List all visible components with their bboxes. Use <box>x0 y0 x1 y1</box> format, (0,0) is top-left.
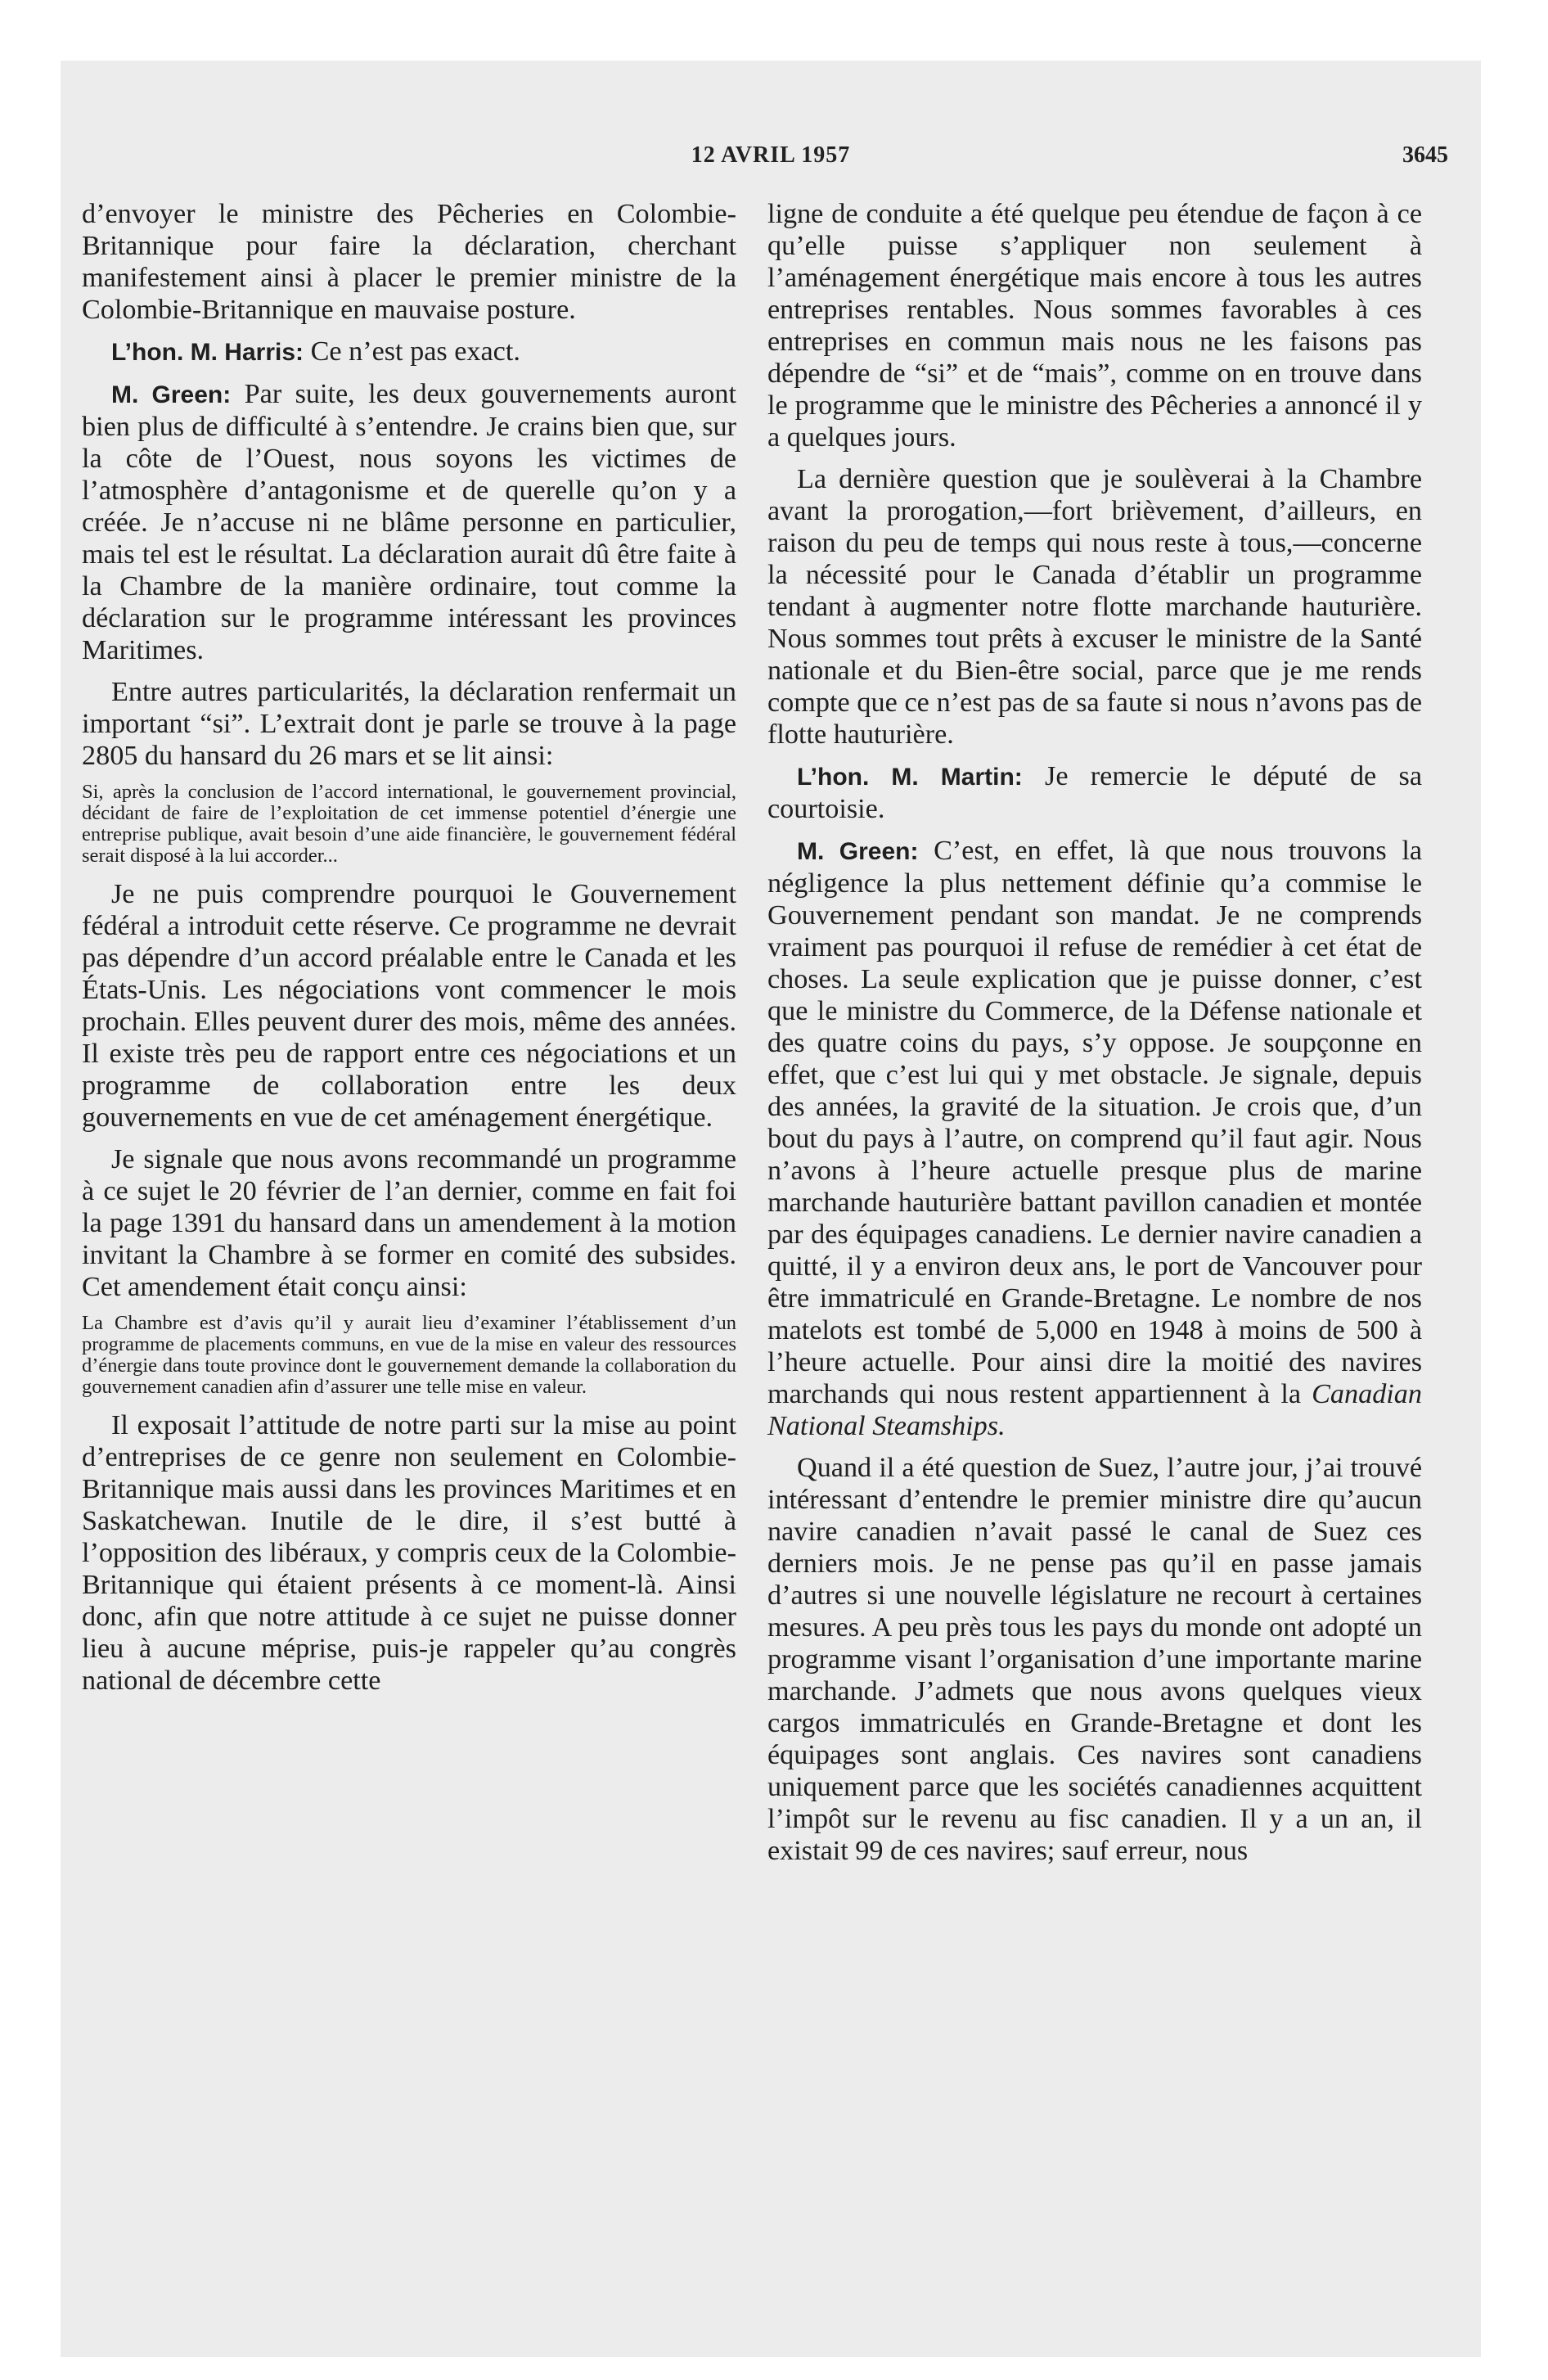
speech-text: C’est, en effet, là que nous trouvons la négligence la plus nettement définie qu’a commise le Gouvernement pendant son mandat. Je ne comprends vraiment pas pourquoi il refuse de remédier à cet état de choses. La seule explication que je puisse donner, c’est que le ministre du Commerce, de la Défense nationale et des quatre coins du pays, s’y oppose. Je soupçonne en effet, que c’est lui qui y met obstacle. Je signale, depuis des années, la gravité de la situation. Je crois que, d’un bout du pays à l’autre, on comprend qu’il faut agir. Nous n’avons à l’heure actuelle presque plus de marine marchande hauturière battant pavillon canadien et montée par des équipages canadiens. Le dernier navire canadien a quitté, il y a environ deux ans, le port de Vancouver pour être immatriculé en Grande-Bretagne. Le nombre de nos matelots est tombé de 5,000 en 1948 à moins de 500 à l’heure actuelle. Pour ainsi dire la moitié des navires marchands qui nous restent appartiennent à la <box>767 836 1422 1409</box>
paragraph <box>767 835 1422 1442</box>
paragraph: ligne de conduite a été quelque peu étendue de façon à ce qu’elle puisse s’appliquer non seulement à l’aménagement énergétique mais encore à tous les autres entreprises rentables. Nous sommes favorables à ces entreprises en commun mais nous ne les faisons pas dépendre de “si” et de “mais”, comme on en trouve dans le programme que le ministre des Pêcheries a annoncé il y a quelques jours. <box>767 199 1422 453</box>
hansard-page <box>61 61 1481 2357</box>
block-quote: Si, après la conclusion de l’accord international, le gouvernement provincial, décidant de faire de l’exploitation de cet immense potentiel d’énergie une entreprise publique, avait besoin d’une aide financière, le gouvernement fédéral serait disposé à la lui accorder... <box>82 781 736 867</box>
speaker-name: M. Green: <box>797 838 919 865</box>
speech-text: Je remercie le député de sa courtoisie. <box>767 761 1422 824</box>
speaker-name: L’hon. M. Harris: <box>111 339 304 366</box>
paragraph <box>82 336 736 368</box>
speech-text: Ce n’est pas exact. <box>304 336 520 367</box>
left-column <box>82 198 736 1706</box>
paragraph: Je signale que nous avons recommandé un programme à ce sujet le 20 février de l’an dernier, comme en fait foi la page 1391 du hansard dans un amendement à la motion invitant la Chambre à se former en comité des subsides. Cet amendement était conçu ainsi: <box>82 1144 736 1302</box>
italic-text: Canadian National Steamships. <box>767 1379 1422 1441</box>
paragraph: La dernière question que je soulèverai à la Chambre avant la prorogation,—fort brièvement, d’ailleurs, en raison du peu de temps qui nous reste à tous,—concerne la nécessité pour le Canada d’établir un programme tendant à augmenter notre flotte marchande hauturière. Nous sommes tout prêts à excuser le ministre de la Santé nationale et du Bien-être social, parce que je me rends compte que ce n’est pas de sa faute si nous n’avons pas de flotte hauturière. <box>767 464 1422 750</box>
right-column <box>767 198 1422 1877</box>
paragraph: Entre autres particularités, la déclaration renfermait un important “si”. L’extrait dont je parle se trouve à la page 2805 du hansard du 26 mars et se lit ainsi: <box>82 677 736 771</box>
page-header <box>61 142 1481 180</box>
paragraph <box>82 378 736 666</box>
paragraph: Quand il a été question de Suez, l’autre jour, j’ai trouvé intéressant d’entendre le premier ministre dire qu’aucun navire canadien n’avait passé le canal de Suez ces derniers mois. Je ne pense pas qu’il en passe jamais d’autres si une nouvelle législature ne recourt à certaines mesures. A peu près tous les pays du monde ont adopté un programme visant l’organisation d’une importante marine marchande. J’admets que nous avons quelques vieux cargos immatriculés en Grande-Bretagne et dont les équipages sont anglais. Ces navires sont canadiens uniquement parce que les sociétés canadiennes acquittent l’impôt sur le revenu au fisc canadien. Il y a un an, il existait 99 de ces navires; sauf erreur, nous <box>767 1453 1422 1866</box>
page-number: 3645 <box>1402 142 1448 168</box>
block-quote: La Chambre est d’avis qu’il y aurait lieu d’examiner l’établissement d’un programme de placements communs, en vue de la mise en valeur des ressources d’énergie dans toute province dont le gouvernement demande la collaboration du gouvernement canadien afin d’assurer une telle mise en valeur. <box>82 1312 736 1398</box>
paragraph: Il exposait l’attitude de notre parti sur la mise au point d’entreprises de ce genre non seulement en Colombie-Britannique mais aussi dans les provinces Maritimes et en Saskatchewan. Inutile de le dire, il s’est butté à l’opposition des libéraux, y compris ceux de la Colombie-Britannique qui étaient présents à ce moment-là. Ainsi donc, afin que notre attitude à ce sujet ne puisse donner lieu à aucune méprise, puis-je rappeler qu’au congrès national de décembre cette <box>82 1410 736 1696</box>
paragraph: d’envoyer le ministre des Pêcheries en Colombie-Britannique pour faire la déclaration, cherchant manifestement ainsi à placer le premier ministre de la Colombie-Britannique en mauvaise posture. <box>82 199 736 325</box>
speaker-name: M. Green: <box>111 381 232 408</box>
speech-text: Par suite, les deux gouvernements auront bien plus de difficulté à s’entendre. Je crains bien que, sur la côte de l’Ouest, nous soyons les victimes de l’atmosphère d’antagonisme et de querelle qu’on y a créée. Je n’accuse ni ne blâme personne en particulier, mais tel est le résultat. La déclaration aurait dû être faite à la Chambre de la manière ordinaire, tout comme la déclaration sur le programme intéressant les provinces Maritimes. <box>82 379 736 665</box>
paragraph: Je ne puis comprendre pourquoi le Gouvernement fédéral a introduit cette réserve. Ce programme ne devrait pas dépendre d’un accord préalable entre le Canada et les États-Unis. Les négociations vont commencer le mois prochain. Elles peuvent durer des mois, même des années. Il existe très peu de rapport entre ces négociations et un programme de collaboration entre les deux gouvernements en vue de cet aménagement énergétique. <box>82 879 736 1133</box>
header-date: 12 AVRIL 1957 <box>691 142 851 168</box>
speaker-name: L’hon. M. Martin: <box>797 764 1023 791</box>
paragraph <box>767 760 1422 825</box>
